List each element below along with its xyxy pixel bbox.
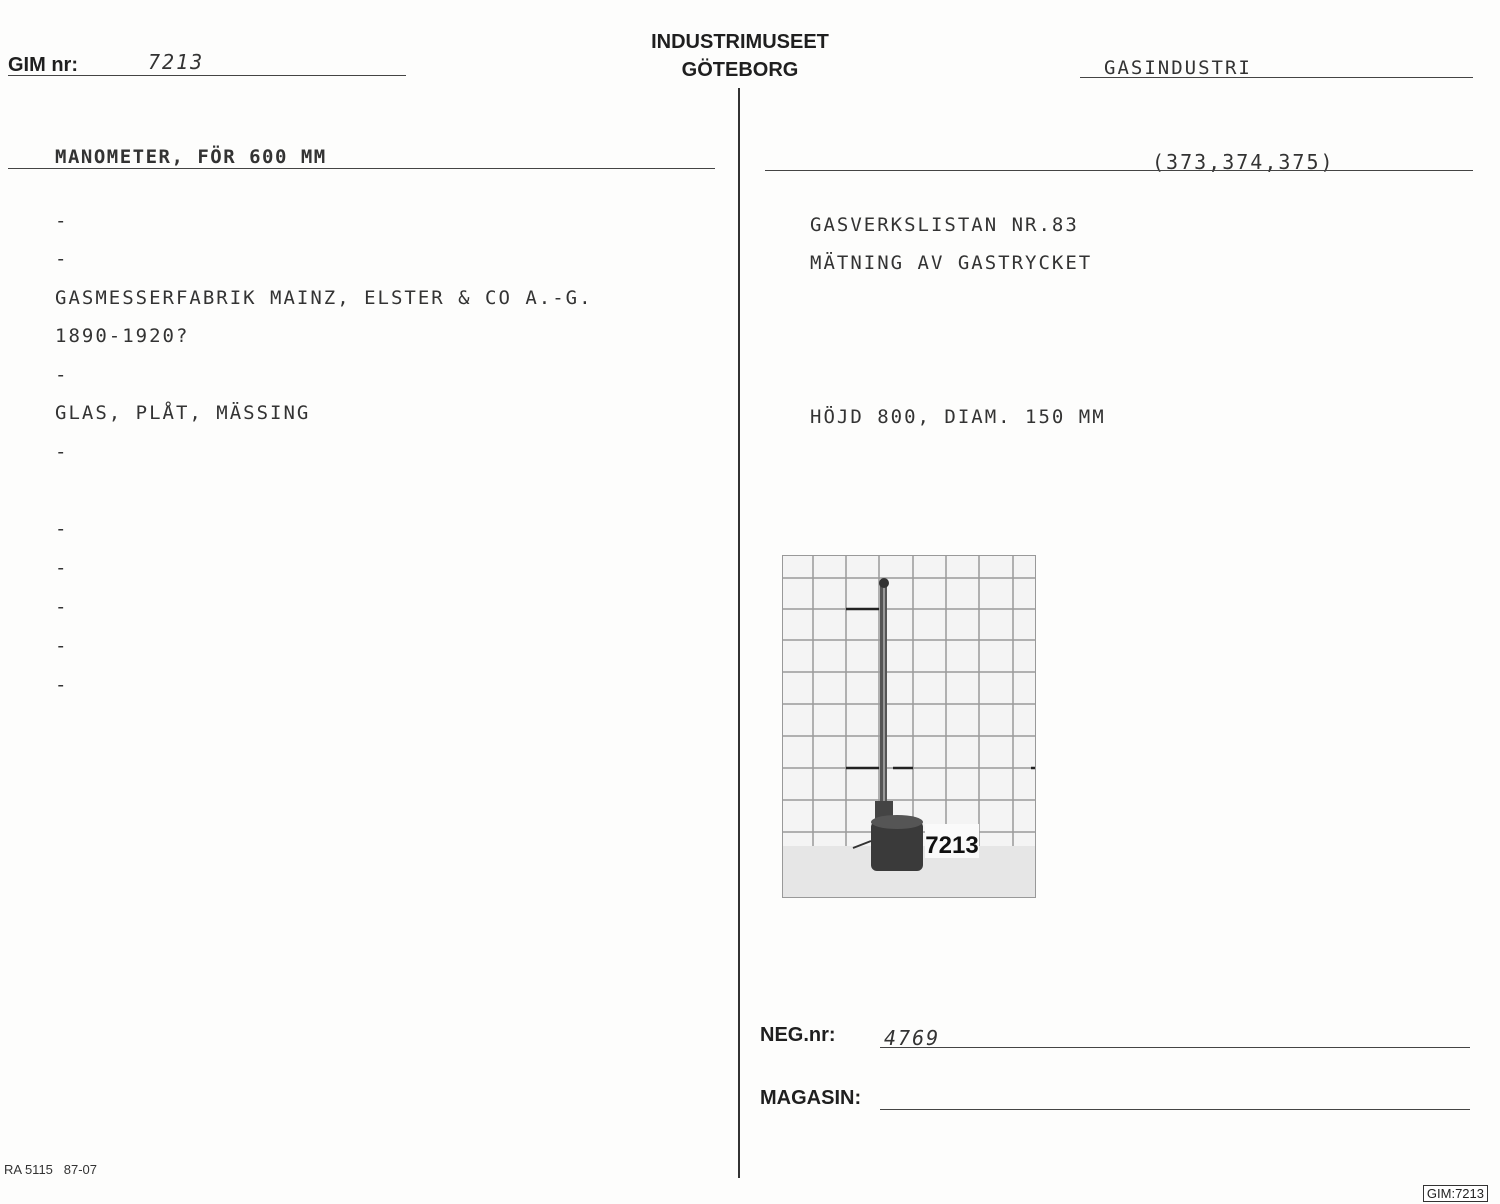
neg-number: 4769	[884, 1026, 941, 1050]
object-photo	[782, 555, 1036, 898]
dating: 1890-1920?	[55, 325, 190, 347]
reference-underline	[765, 170, 1473, 171]
materials: GLAS, PLÅT, MÄSSING	[55, 402, 311, 424]
category-label: GASINDUSTRI	[1104, 57, 1252, 79]
field-line-12: -	[55, 674, 69, 696]
gasworks-list: GASVERKSLISTAN NR.83	[810, 214, 1079, 236]
field-line-10: -	[55, 596, 69, 618]
gim-label: GIM nr:	[8, 54, 78, 76]
gim-number: 7213	[148, 50, 205, 74]
category-underline	[1080, 77, 1473, 78]
magasin-label: MAGASIN:	[760, 1087, 862, 1109]
field-line-2: -	[55, 248, 69, 270]
field-line-7: -	[55, 441, 69, 463]
field-line-9: -	[55, 557, 69, 579]
measurement-purpose: MÄTNING AV GASTRYCKET	[810, 252, 1093, 274]
reference-numbers: (373,374,375)	[1152, 150, 1335, 174]
magasin-underline	[880, 1109, 1470, 1110]
center-divider	[738, 88, 740, 1178]
photo-number-tag: 7213	[925, 832, 979, 859]
neg-underline	[880, 1047, 1470, 1048]
neg-label: NEG.nr:	[760, 1024, 836, 1046]
manometer-image	[783, 556, 1035, 897]
object-title: MANOMETER, FÖR 600 MM	[55, 146, 327, 168]
museum-name	[600, 28, 880, 84]
corner-tag: GIM:7213	[1423, 1185, 1488, 1202]
museum-line-1: INDUSTRIMUSEET	[651, 31, 829, 53]
form-code: RA 5115 87-07	[4, 1162, 97, 1177]
field-line-1: -	[55, 210, 69, 232]
field-line-11: -	[55, 635, 69, 657]
gim-underline	[8, 75, 406, 76]
dimensions: HÖJD 800, DIAM. 150 MM	[810, 406, 1106, 428]
field-line-5: -	[55, 364, 69, 386]
museum-line-2: GÖTEBORG	[681, 59, 799, 81]
manufacturer: GASMESSERFABRIK MAINZ, ELSTER & CO A.-G.	[55, 287, 593, 309]
title-underline	[8, 168, 715, 169]
field-line-8: -	[55, 518, 69, 540]
